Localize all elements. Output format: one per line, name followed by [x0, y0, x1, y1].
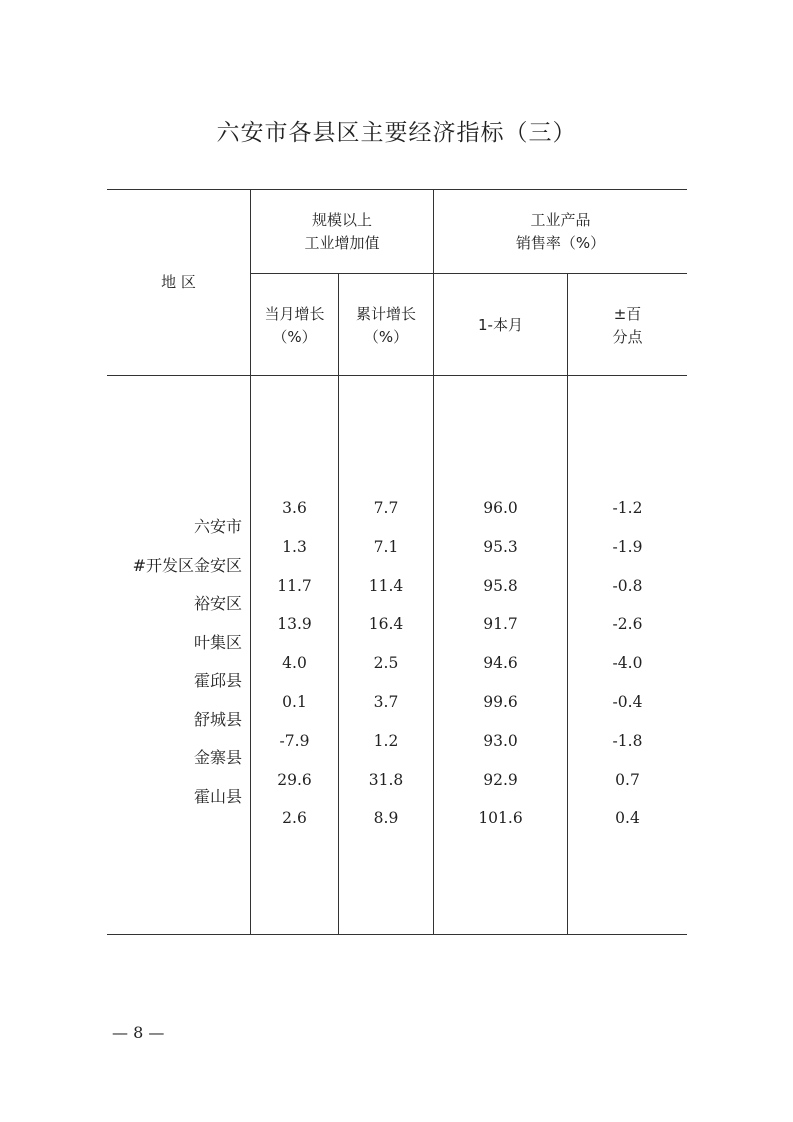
header-group-rule: [251, 273, 687, 274]
header-text: 销售率（%）: [515, 234, 606, 252]
table-cell: 7.1: [373, 537, 399, 556]
table-cell: -1.8: [612, 731, 643, 750]
table-cell: -1.9: [612, 537, 643, 556]
header-cumulative-growth: [339, 303, 433, 349]
page-number: — 8 —: [112, 1023, 165, 1042]
table-cell: -7.9: [279, 731, 310, 750]
region-name: 裕安区: [193, 594, 242, 613]
table-cell: 94.6: [483, 654, 518, 673]
region-name: 叶集区: [193, 632, 242, 652]
table-cell: 3.7: [373, 692, 399, 711]
ytd-sales-rate-column: [434, 489, 567, 838]
header-region: 地 区: [161, 273, 196, 291]
table-cell: 11.4: [368, 576, 404, 595]
table-cell: 4.0: [282, 654, 307, 673]
header-percentage-points: [568, 303, 687, 349]
table-cell: -2.6: [612, 615, 643, 634]
header-text: （%）: [363, 328, 409, 346]
header-bottom-rule: [107, 375, 687, 376]
region-name: 六安市: [193, 517, 242, 536]
header-text: 分点: [612, 328, 643, 346]
table-cell: 1.2: [373, 731, 399, 750]
table-cell: -0.4: [612, 692, 643, 711]
table-cell: 1.3: [282, 537, 307, 556]
header-sales-rate: [434, 209, 687, 255]
table-cell: 96.0: [483, 499, 518, 517]
region-name: 舒城县: [193, 709, 242, 729]
percentage-point-change-column: [568, 489, 687, 838]
header-text: 工业增加值: [304, 234, 380, 252]
header-text: 当月增长: [264, 305, 325, 323]
header-text: 规模以上: [311, 211, 372, 229]
table-cell: 0.4: [615, 809, 640, 828]
region-list: [107, 508, 250, 816]
table-cell: 0.1: [282, 692, 307, 711]
table-cell: 2.6: [282, 809, 307, 828]
table-cell: 13.9: [277, 615, 312, 634]
table-cell: 7.7: [373, 499, 399, 517]
header-text: （%）: [272, 328, 317, 346]
header-ytd: 1-本月: [478, 316, 523, 334]
table-cell: 95.3: [483, 537, 518, 556]
table-top-rule: [107, 189, 687, 190]
table-cell: 93.0: [483, 731, 518, 750]
table-bottom-rule: [107, 934, 687, 935]
page-title: 六安市各县区主要经济指标（三）: [216, 120, 577, 146]
region-name: 霍山县: [193, 786, 242, 806]
table-cell: 8.9: [373, 809, 399, 828]
table-cell: 92.9: [483, 770, 518, 789]
cumulative-growth-column: [339, 489, 433, 838]
table-cell: 31.8: [368, 770, 404, 789]
table-cell: 29.6: [277, 770, 312, 789]
header-text: ±百: [613, 305, 642, 323]
header-industrial-value-added: [251, 209, 433, 255]
header-text: 累计增长: [355, 305, 416, 323]
table-cell: 99.6: [483, 692, 518, 711]
table-cell: 91.7: [483, 615, 518, 634]
table-cell: 11.7: [277, 576, 312, 595]
header-monthly-growth: [251, 303, 338, 349]
table-cell: 95.8: [483, 576, 518, 595]
table-cell: -1.2: [612, 499, 643, 517]
table-cell: 2.5: [373, 654, 399, 673]
table-cell: 101.6: [478, 809, 523, 828]
table-cell: 3.6: [282, 499, 307, 517]
region-name: 金寨县: [193, 748, 242, 767]
table-cell: -4.0: [612, 654, 643, 673]
table-cell: -0.8: [612, 576, 643, 595]
region-name: #开发区金安区: [132, 555, 242, 575]
region-name: 霍邱县: [193, 671, 242, 690]
table-cell: 0.7: [615, 770, 640, 789]
table-cell: 16.4: [368, 615, 404, 634]
monthly-growth-column: [251, 489, 338, 838]
header-text: 工业产品: [530, 211, 591, 229]
